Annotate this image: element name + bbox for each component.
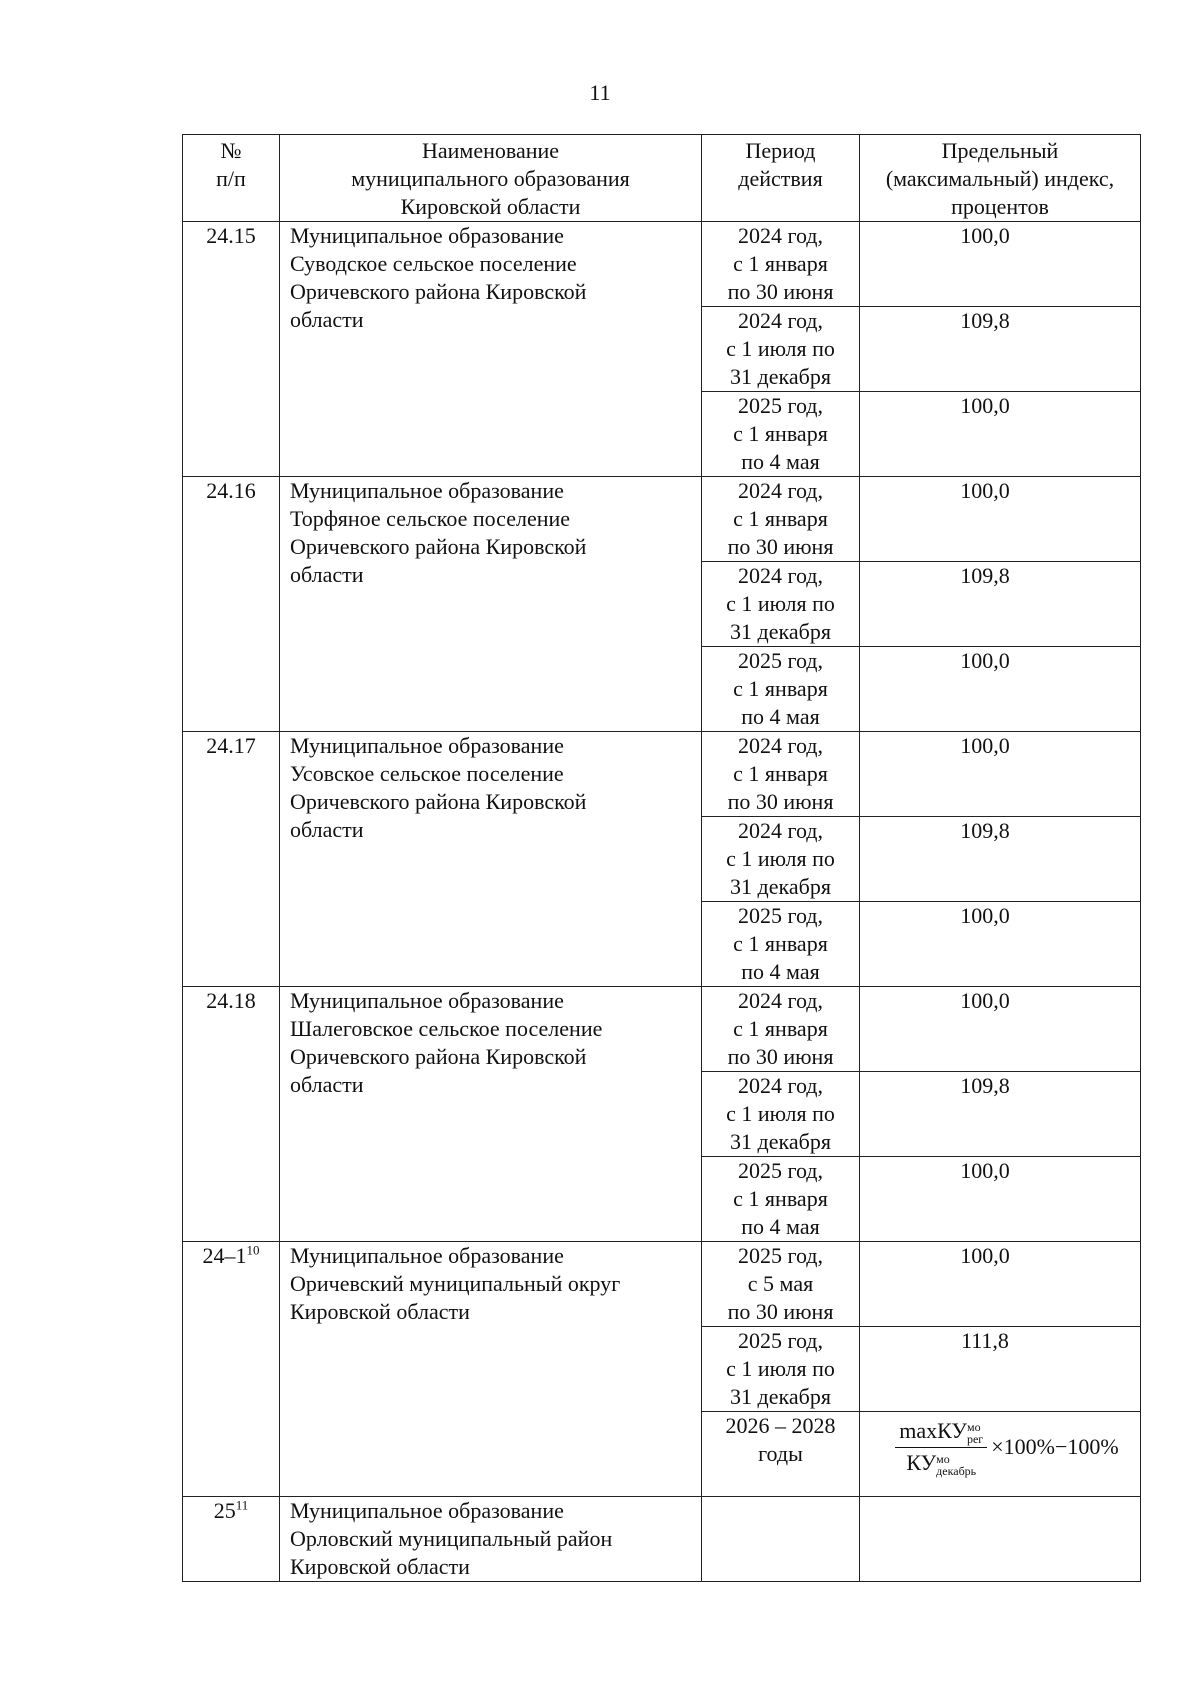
row-number-text: 25 xyxy=(213,1498,236,1523)
index-value: 100,0 xyxy=(860,987,1141,1072)
text-line: Муниципальное образование xyxy=(290,988,564,1013)
formula xyxy=(895,1418,1118,1477)
text-line: годы xyxy=(758,1441,803,1466)
text-line: по 4 мая xyxy=(741,704,820,729)
index-value: 100,0 xyxy=(860,392,1141,477)
text-line: Муниципальное образование xyxy=(290,733,564,758)
text-line: (максимальный) индекс, xyxy=(885,166,1115,191)
municipality-name xyxy=(280,1497,702,1582)
text-line: 2024 год, xyxy=(737,308,824,333)
text-line: с 1 января xyxy=(733,506,828,531)
text-line: Муниципальное образование xyxy=(290,223,564,248)
text-line: Шалеговское сельское поселение xyxy=(290,1016,603,1041)
index-value: 109,8 xyxy=(860,1072,1141,1157)
text-line: Суводское сельское поселение xyxy=(290,251,577,276)
text-line: Усовское сельское поселение xyxy=(290,761,564,786)
text-line: с 1 июля по xyxy=(726,591,835,616)
header-name xyxy=(280,135,702,222)
text-line: области xyxy=(290,1072,364,1097)
header-num xyxy=(183,135,280,222)
header-period xyxy=(702,135,860,222)
period-cell xyxy=(702,222,860,307)
text-line: 2026 – 2028 xyxy=(725,1413,836,1438)
text-line: 2025 год, xyxy=(737,1158,824,1183)
text-line: Наименование xyxy=(421,138,560,163)
text-line: Период xyxy=(745,138,816,163)
row-number-text: 24.16 xyxy=(206,478,256,503)
text-line: по 4 мая xyxy=(741,959,820,984)
row-number xyxy=(183,1242,280,1497)
period-cell xyxy=(702,902,860,987)
text-line: 2025 год, xyxy=(737,1328,824,1353)
period-cell xyxy=(702,1242,860,1327)
period-cell xyxy=(702,1497,860,1582)
text-line: с 1 января xyxy=(733,251,828,276)
period-cell xyxy=(702,1327,860,1412)
municipality-name xyxy=(280,477,702,732)
table-row xyxy=(183,732,1141,817)
text-line: по 4 мая xyxy=(741,1214,820,1239)
text-line: 2024 год, xyxy=(737,988,824,1013)
formula-numerator xyxy=(895,1418,987,1448)
period-cell xyxy=(702,307,860,392)
row-number-text: 24.17 xyxy=(206,733,256,758)
text-line: Муниципальное образование xyxy=(290,1243,564,1268)
text-line: 2024 год, xyxy=(737,1073,824,1098)
row-number-text: 24.15 xyxy=(206,223,256,248)
table-row xyxy=(183,1242,1141,1327)
text-line: 2024 год, xyxy=(737,818,824,843)
text-line: с 1 января xyxy=(733,676,828,701)
text-line: Кировской области xyxy=(290,1554,470,1579)
text-line: по 30 июня xyxy=(727,1044,834,1069)
period-cell xyxy=(702,647,860,732)
text-line: с 1 января xyxy=(733,421,828,446)
text-line: 2024 год, xyxy=(737,733,824,758)
text-line: с 5 мая xyxy=(747,1271,814,1296)
text-line: Оричевского района Кировской xyxy=(290,279,587,304)
text-line: с 1 января xyxy=(733,1016,828,1041)
index-value: 109,8 xyxy=(860,307,1141,392)
period-cell xyxy=(702,1157,860,1242)
text-line: с 1 июля по xyxy=(726,1101,835,1126)
period-cell xyxy=(702,732,860,817)
text-line: по 30 июня xyxy=(727,789,834,814)
formula-tail: ×100%−100% xyxy=(991,1434,1119,1460)
text-line: действия xyxy=(738,166,823,191)
text-line: 2025 год, xyxy=(737,903,824,928)
page-number: 11 xyxy=(589,80,611,105)
text-line: области xyxy=(290,817,364,842)
period-cell xyxy=(702,392,860,477)
text-line: по 30 июня xyxy=(727,279,834,304)
text-line: муниципального образования xyxy=(351,166,630,191)
row-number-text: 24–1 xyxy=(202,1243,247,1268)
text-line: 2025 год, xyxy=(737,648,824,673)
text-line: с 1 января xyxy=(733,931,828,956)
index-table xyxy=(182,134,1141,1582)
text-line: области xyxy=(290,562,364,587)
text-line: 31 декабря xyxy=(730,1129,831,1154)
text-line: 31 декабря xyxy=(730,364,831,389)
text-line: Предельный xyxy=(941,138,1059,163)
text-line: с 1 января xyxy=(733,1186,828,1211)
text-line: Орловский муниципальный район xyxy=(290,1526,613,1551)
municipality-name xyxy=(280,732,702,987)
text-line: с 1 июля по xyxy=(726,1356,835,1381)
index-value: 100,0 xyxy=(860,1157,1141,1242)
text-line: № xyxy=(220,138,242,163)
table-row xyxy=(183,477,1141,562)
text-line: области xyxy=(290,307,364,332)
index-value: 100,0 xyxy=(860,1242,1141,1327)
text-line: Муниципальное образование xyxy=(290,1498,564,1523)
index-value: 100,0 xyxy=(860,477,1141,562)
period-cell xyxy=(702,817,860,902)
index-value xyxy=(860,1497,1141,1582)
period-cell xyxy=(702,1072,860,1157)
text-line: Кировской области xyxy=(400,194,581,219)
formula-denominator-sup: мо xyxy=(936,1451,950,1466)
text-line: 31 декабря xyxy=(730,619,831,644)
text-line: 2025 год, xyxy=(737,393,824,418)
table-row xyxy=(183,987,1141,1072)
row-number xyxy=(183,222,280,477)
formula-denominator xyxy=(902,1448,980,1477)
row-number xyxy=(183,987,280,1242)
index-value: 100,0 xyxy=(860,732,1141,817)
row-number xyxy=(183,1497,280,1582)
period-cell xyxy=(702,1412,860,1497)
text-line: Оричевского района Кировской xyxy=(290,789,587,814)
header-index xyxy=(860,135,1141,222)
municipality-name xyxy=(280,222,702,477)
text-line: Оричевского района Кировской xyxy=(290,1044,587,1069)
row-number xyxy=(183,477,280,732)
index-value: 100,0 xyxy=(860,902,1141,987)
text-line: по 4 мая xyxy=(741,449,820,474)
index-value: 109,8 xyxy=(860,562,1141,647)
municipality-name xyxy=(280,1242,702,1497)
text-line: Кировской области xyxy=(290,1299,470,1324)
index-value: 100,0 xyxy=(860,222,1141,307)
text-line: с 1 июля по xyxy=(726,336,835,361)
period-cell xyxy=(702,987,860,1072)
text-line: 2024 год, xyxy=(737,223,824,248)
text-line: 2024 год, xyxy=(737,478,824,503)
text-line: Оричевского района Кировской xyxy=(290,534,587,559)
text-line: 2025 год, xyxy=(737,1243,824,1268)
row-number-footnote: 11 xyxy=(235,1497,249,1513)
text-line: Оричевский муниципальный округ xyxy=(290,1271,621,1296)
table-header-row xyxy=(183,135,1141,222)
index-value: 100,0 xyxy=(860,647,1141,732)
municipality-name xyxy=(280,987,702,1242)
text-line: 31 декабря xyxy=(730,874,831,899)
period-cell xyxy=(702,562,860,647)
row-number-text: 24.18 xyxy=(206,988,256,1013)
text-line: Муниципальное образование xyxy=(290,478,564,503)
text-line: Торфяное сельское поселение xyxy=(290,506,571,531)
index-value: 109,8 xyxy=(860,817,1141,902)
text-line: п/п xyxy=(216,166,246,191)
text-line: с 1 января xyxy=(733,761,828,786)
formula-fraction xyxy=(895,1418,987,1477)
row-number-footnote: 10 xyxy=(246,1242,260,1258)
row-number xyxy=(183,732,280,987)
text-line: процентов xyxy=(951,194,1049,219)
formula-denominator-base: КУ xyxy=(906,1449,937,1475)
text-line: 31 декабря xyxy=(730,1384,831,1409)
formula-denominator-sub: декабрь xyxy=(936,1463,977,1478)
table-row xyxy=(183,222,1141,307)
text-line: по 30 июня xyxy=(727,1299,834,1324)
text-line: по 30 июня xyxy=(727,534,834,559)
formula-numerator-sup: мо xyxy=(966,1419,981,1434)
index-formula xyxy=(860,1412,1141,1497)
index-value: 111,8 xyxy=(860,1327,1141,1412)
formula-numerator-base: maxКУ xyxy=(899,1418,967,1443)
text-line: с 1 июля по xyxy=(726,846,835,871)
text-line: 2024 год, xyxy=(737,563,824,588)
period-cell xyxy=(702,477,860,562)
table-row xyxy=(183,1497,1141,1582)
formula-numerator-sub: рег xyxy=(966,1431,984,1446)
